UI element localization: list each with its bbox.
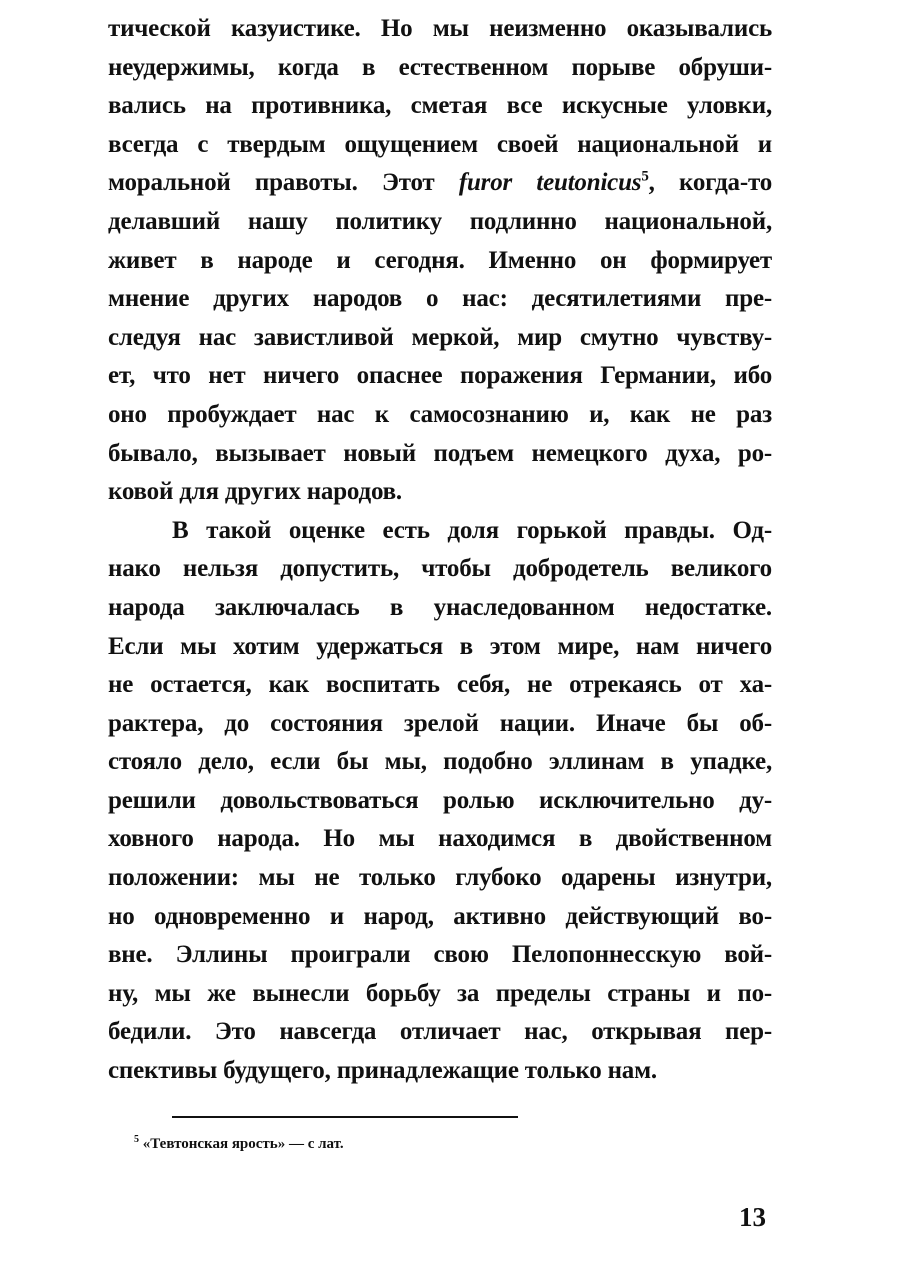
text-line: спективы будущего, принадлежащие только нам. — [108, 1057, 657, 1085]
footnote-text: «Тевтонская ярость» — с лат. — [139, 1136, 344, 1152]
text-line: рактера, до состояния зрелой нации. Иначе бы об- — [108, 709, 772, 737]
text-line: Если мы хотим удержаться в этом мире, нам ничего — [108, 632, 772, 660]
footnote — [134, 1136, 344, 1153]
text-line: живет в народе и сегодня. Именно он формирует — [108, 246, 772, 274]
paragraph-first-line: В такой оценке есть доля горькой правды. Од- — [172, 516, 772, 544]
text-line: вне. Эллины проиграли свою Пелопоннесскую вой- — [108, 941, 772, 969]
text-line: делавший нашу политику подлинно национальной, — [108, 207, 772, 235]
page-number: 13 — [739, 1202, 766, 1232]
text-line: ховного народа. Но мы находимся в двойственном — [108, 825, 772, 853]
text-line: оно пробуждает нас к самосознанию и, как не раз — [108, 400, 772, 428]
footnote-marker: 5 — [134, 1134, 139, 1145]
text-line: следуя нас завистливой меркой, мир смутно чувству- — [108, 323, 772, 351]
text-line: решили довольствоваться ролью исключительно ду- — [108, 786, 772, 814]
text-line: неудержимы, когда в естественном порыве обруши- — [108, 53, 772, 81]
footnote-reference: 5 — [641, 169, 649, 186]
text-line: бывало, вызывает новый подъем немецкого духа, ро- — [108, 439, 772, 467]
text-line: не остается, как воспитать себя, не отрекаясь от ха- — [108, 671, 772, 699]
text-line: положении: мы не только глубоко одарены изнутри, — [108, 864, 772, 892]
footnote-divider — [172, 1116, 518, 1118]
text-line: стояло дело, если бы мы, подобно эллинам в упадке, — [108, 748, 772, 776]
text-line: ет, что нет ничего опаснее поражения Германии, ибо — [108, 362, 772, 390]
text-line: нако нельзя допустить, чтобы добродетель великого — [108, 555, 772, 583]
text-line: бедили. Это навсегда отличает нас, открывая пер- — [108, 1018, 772, 1046]
text-line: всегда с твердым ощущением своей национальной и — [108, 130, 772, 158]
body-text — [108, 10, 772, 1091]
text-line-with-footnote-ref — [108, 164, 772, 203]
text-line: ну, мы же вынесли борьбу за пределы страны и по- — [108, 979, 772, 1007]
text-line: мнение других народов о нас: десятилетиями пре- — [108, 285, 772, 313]
text-line: народа заключалась в унаследованном недостатке. — [108, 593, 772, 621]
latin-phrase: furor teutonicus — [458, 169, 642, 197]
text-line: но одновременно и народ, активно действующий во- — [108, 902, 772, 930]
text-line: ковой для других народов. — [108, 478, 402, 506]
text-line: тической казуистике. Но мы неизменно оказывались — [108, 15, 772, 42]
text-segment: , когда-то — [648, 169, 773, 197]
text-line: вались на противника, сметая все искусные уловки, — [108, 92, 772, 120]
text-segment: моральной правоты. Этот — [108, 169, 459, 197]
